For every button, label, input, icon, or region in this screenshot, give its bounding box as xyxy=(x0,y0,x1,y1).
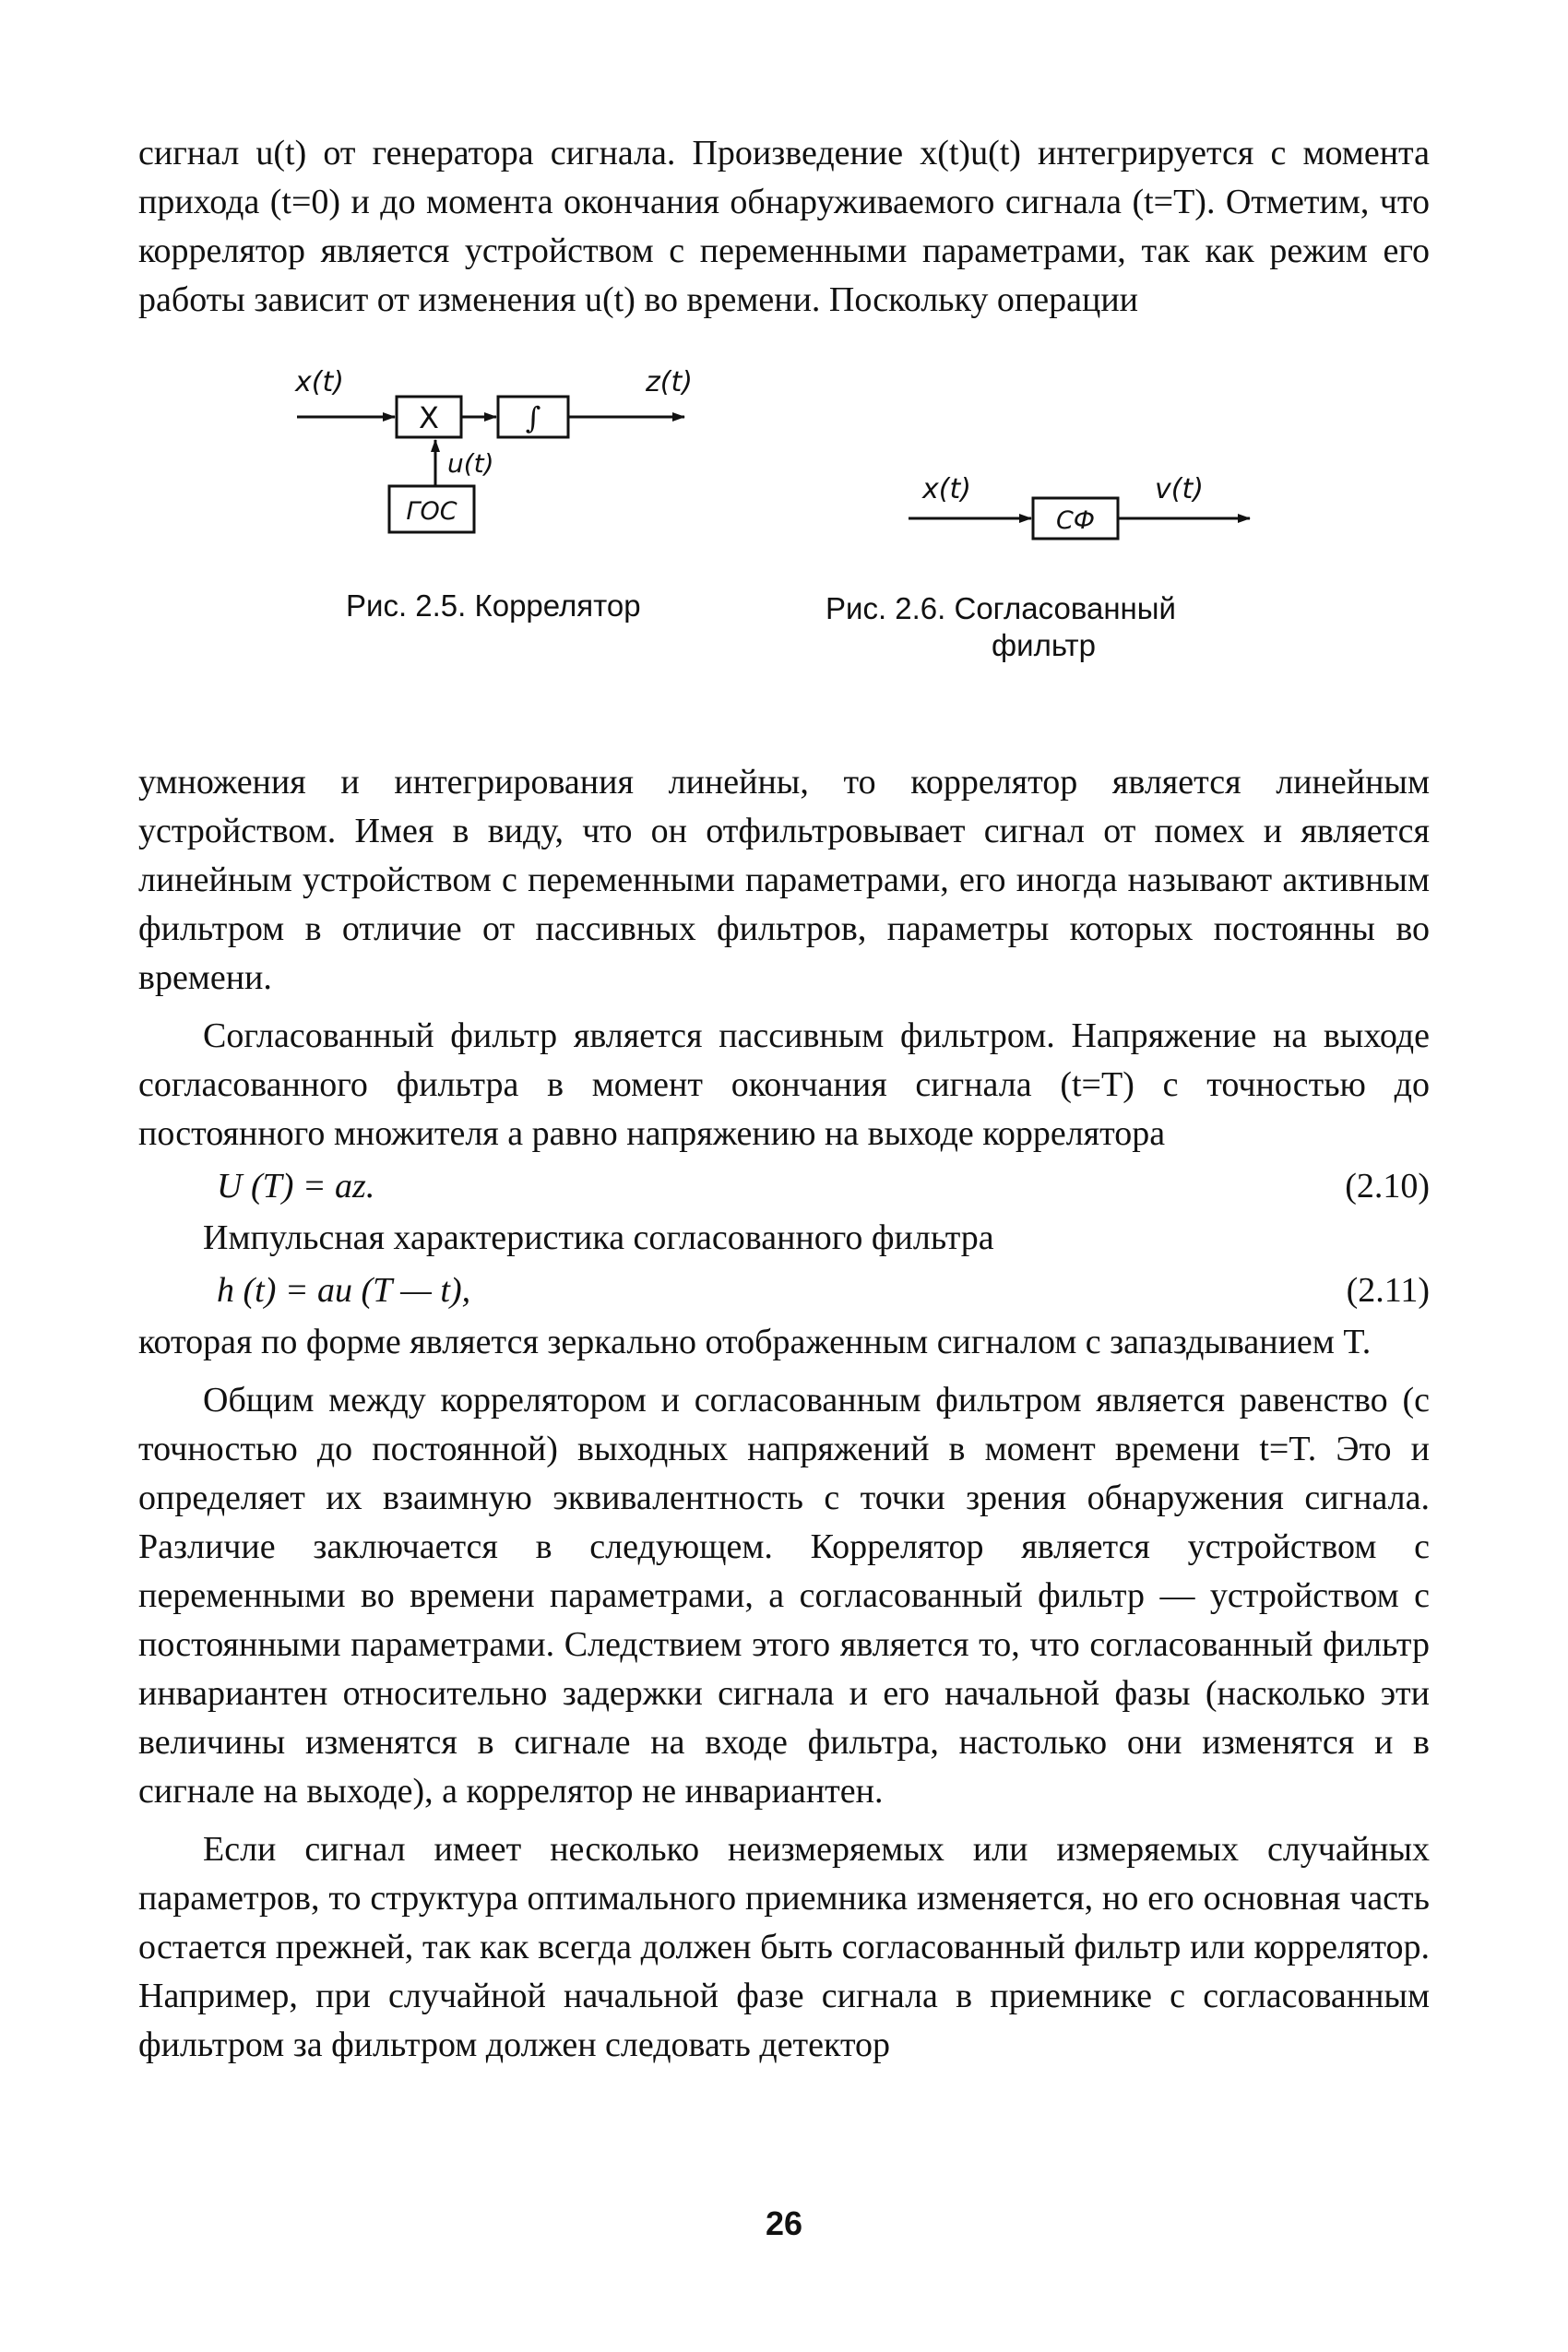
paragraph-1: сигнал u(t) от генератора сигнала. Произведение x(t)u(t) интегрируется с момента прихода (t=0) и до момента окончания обнаруживаемого сигнала (t=T). Отметим, что коррелятор является устройством с переменными параметрами, так как режим его работы зависит от изменения u(t) во времени. Поскольку операции xyxy=(138,134,1430,319)
paragraph-4: Импульсная характеристика согласованного фильтра xyxy=(203,1218,994,1257)
paragraph-3: Согласованный фильтр является пассивным фильтром. Напряжение на выходе согласованного фильтра в момент окончания сигнала (t=T) с точностью до постоянного множителя a равно напряжению на выходе коррелятора xyxy=(138,1016,1430,1153)
fig25-ref-label: u(t) xyxy=(447,448,494,479)
fig25-input-label: x(t) xyxy=(295,366,344,398)
figure-2-5-correlator xyxy=(294,366,693,532)
equation-2-11-formula: h (t) = au (T — t), xyxy=(217,1271,471,1310)
figures-diagram xyxy=(138,352,1430,758)
figure-2-6-caption-line2: фильтр xyxy=(992,628,1096,662)
figure-2-6-matched-filter xyxy=(909,473,1250,539)
paragraph-6: Общим между коррелятором и согласованным фильтром является равенство (с точностью до постоянной) выходных напряжений в момент времени t=T. Это и определяет их взаимную эквивалентность с точки зрения обнаружения сигнала. Различие заключается в следующем. Коррелятор является устройством с переменными во времени параметрами, а согласованный фильтр — устройством с постоянными параметрами. Следствием этого является то, что согласованный фильтр инвариантен относительно задержки сигнала и его начальной фазы (насколько эти величины изменятся в сигнале на входе фильтра, настолько они изменятся и в сигнале на выходе), а коррелятор не инвариантен. xyxy=(138,1381,1430,1811)
equation-2-11 xyxy=(138,1263,1430,1318)
paragraph-7: Если сигнал имеет несколько неизмеряемых или измеряемых случайных параметров, то структура оптимального приемника изменяется, но его основная часть остается прежней, так как всегда должен быть согласованный фильтр или коррелятор. Например, при случайной начальной фазе сигнала в приемнике с согласованным фильтром за фильтром должен следовать детектор xyxy=(138,1830,1430,2064)
figure-2-6-caption-line1: Рис. 2.6. Согласованный xyxy=(826,591,1176,625)
paragraph-2: умножения и интегрирования линейны, то коррелятор является линейным устройством. Имея в виду, что он отфильтровывает сигнал от помех и является линейным устройством с переменными параметрами, его иногда называют активным фильтром в отличие от пассивных фильтров, параметры которых постоянны во времени. xyxy=(138,763,1430,997)
fig26-output-label: v(t) xyxy=(1155,473,1204,505)
figure-2-5-caption: Рис. 2.5. Коррелятор xyxy=(346,588,641,623)
equation-2-10-formula: U (T) = az. xyxy=(217,1167,375,1206)
fig25-integrator-symbol: ∫ xyxy=(525,400,541,435)
paragraph-5: которая по форме является зеркально отображенным сигналом с запаздыванием T. xyxy=(138,1323,1372,1361)
fig25-generator-label: ГОС xyxy=(406,497,457,526)
equation-2-10 xyxy=(138,1158,1430,1214)
equation-2-11-number: (2.11) xyxy=(1346,1271,1430,1310)
fig25-multiplier-symbol: X xyxy=(419,400,439,435)
fig26-input-label: x(t) xyxy=(922,473,971,505)
page-number: 26 xyxy=(765,2204,803,2242)
figures-row xyxy=(138,352,1430,758)
fig25-output-label: z(t) xyxy=(646,366,693,398)
equation-2-10-number: (2.10) xyxy=(1345,1167,1430,1206)
fig26-block-label: СФ xyxy=(1055,506,1096,535)
page-content xyxy=(138,129,1430,2070)
